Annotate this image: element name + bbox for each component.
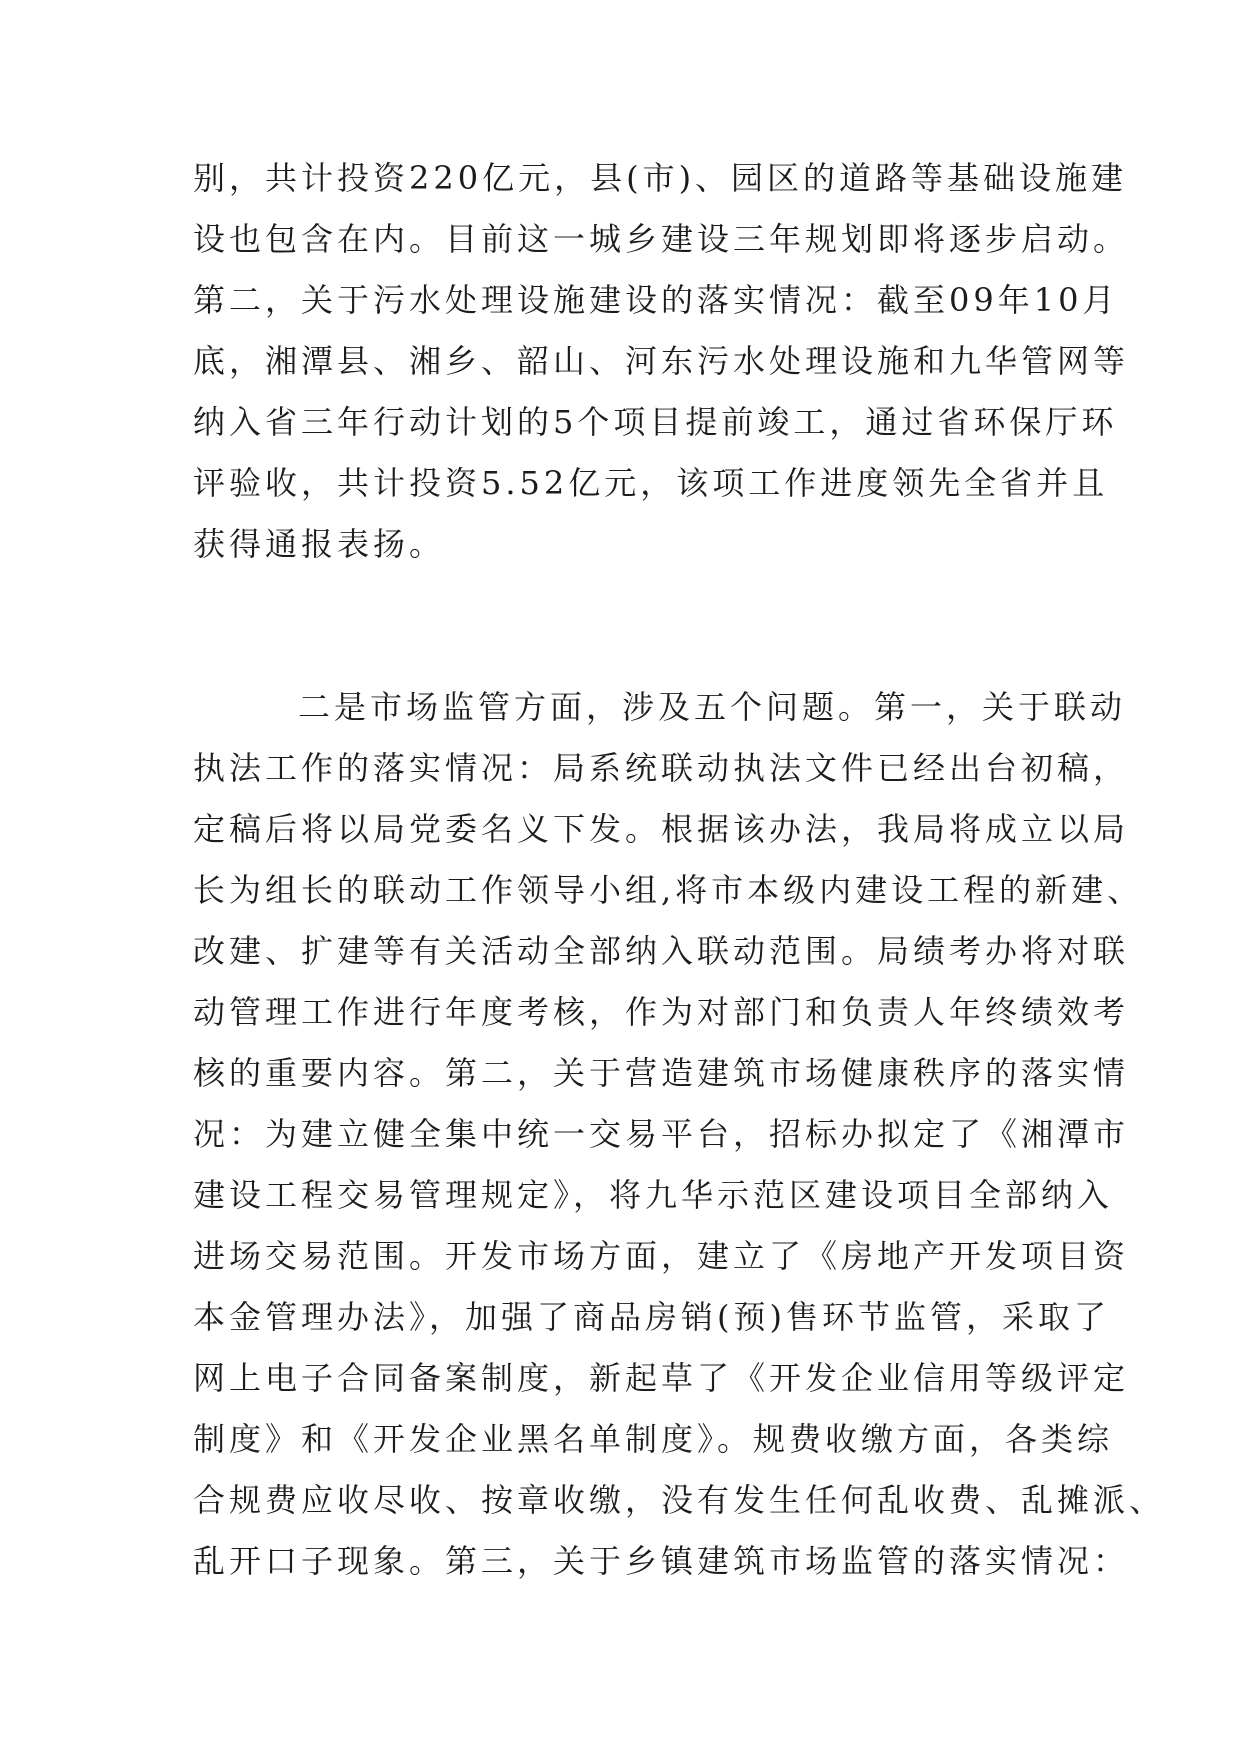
paragraph-2-line-1: 二是市场监管方面，涉及五个问题。第一，关于联动 — [298, 688, 1127, 726]
paragraph-2-line-8: 况：为建立健全集中统一交易平台，招标办拟定了《湘潭市 — [193, 1115, 1130, 1153]
paragraph-2-line-14: 合规费应收尽收、按章收缴，没有发生任何乱收费、乱摊派、 — [193, 1481, 1166, 1519]
paragraph-1-line-3: 第二，关于污水处理设施建设的落实情况：截至09年10月 — [193, 281, 1119, 319]
paragraph-1-line-6: 评验收，共计投资5.52亿元，该项工作进度领先全省并且 — [193, 464, 1109, 502]
paragraph-1-line-7: 获得通报表扬。 — [193, 525, 446, 563]
paragraph-1-line-4: 底，湘潭县、湘乡、韶山、河东污水处理设施和九华管网等 — [193, 342, 1130, 380]
paragraph-2-line-11: 本金管理办法》，加强了商品房销(预)售环节监管，采取了 — [193, 1298, 1110, 1336]
paragraph-1-line-2: 设也包含在内。目前这一城乡建设三年规划即将逐步启动。 — [193, 220, 1130, 258]
paragraph-2-line-5: 改建、扩建等有关活动全部纳入联动范围。局绩考办将对联 — [193, 932, 1130, 970]
paragraph-2-line-2: 执法工作的落实情况：局系统联动执法文件已经出台初稿， — [193, 749, 1130, 787]
paragraph-2-line-15: 乱开口子现象。第三，关于乡镇建筑市场监管的落实情况： — [193, 1542, 1130, 1580]
paragraph-2-line-4: 长为组长的联动工作领导小组,将市本级内建设工程的新建、 — [193, 871, 1144, 909]
paragraph-1-line-5: 纳入省三年行动计划的5个项目提前竣工，通过省环保厅环 — [193, 403, 1118, 441]
paragraph-2-line-9: 建设工程交易管理规定》，将九华示范区建设项目全部纳入 — [193, 1176, 1114, 1214]
paragraph-2-line-7: 核的重要内容。第二，关于营造建筑市场健康秩序的落实情 — [193, 1054, 1130, 1092]
paragraph-2-line-13: 制度》和《开发企业黑名单制度》。规费收缴方面，各类综 — [193, 1420, 1114, 1458]
paragraph-2-line-6: 动管理工作进行年度考核，作为对部门和负责人年终绩效考 — [193, 993, 1130, 1031]
paragraph-2-line-3: 定稿后将以局党委名义下发。根据该办法，我局将成立以局 — [193, 810, 1130, 848]
paragraph-1-line-1: 别，共计投资220亿元，县(市)、园区的道路等基础设施建 — [193, 159, 1128, 197]
paragraph-2-line-10: 进场交易范围。开发市场方面，建立了《房地产开发项目资 — [193, 1237, 1130, 1275]
paragraph-2-line-12: 网上电子合同备案制度，新起草了《开发企业信用等级评定 — [193, 1359, 1130, 1397]
